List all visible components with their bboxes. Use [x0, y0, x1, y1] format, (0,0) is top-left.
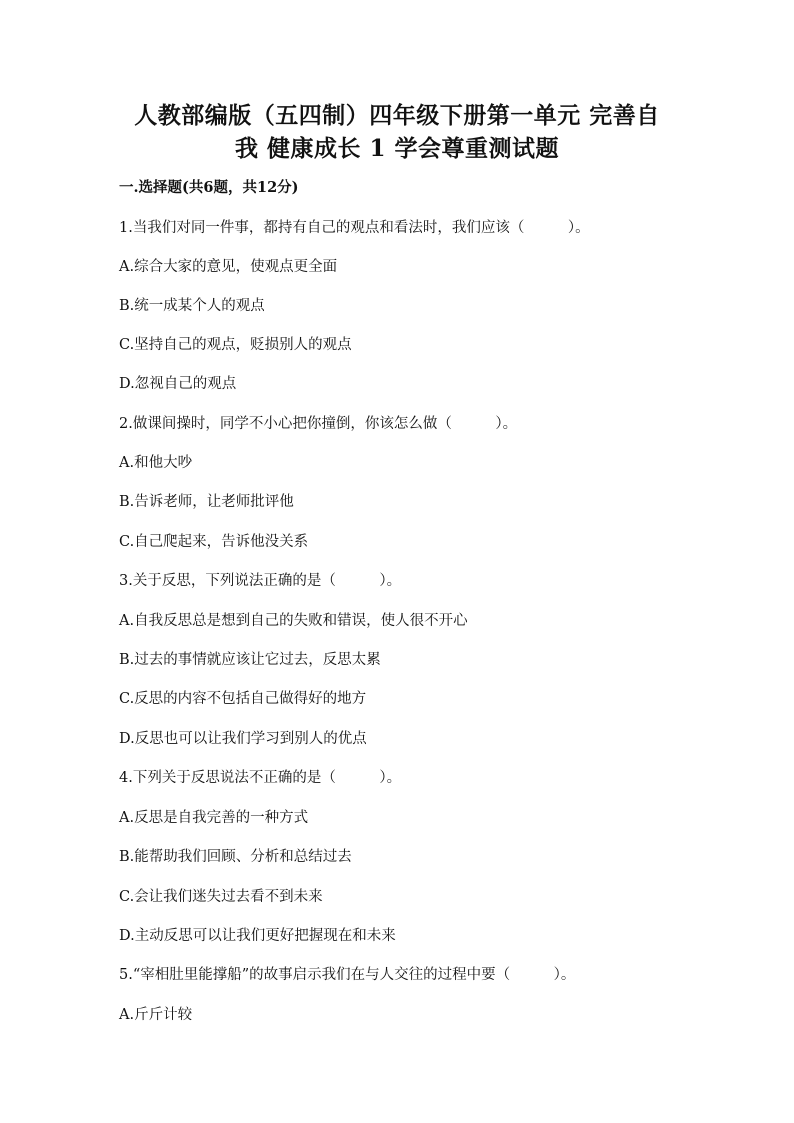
document-title-line-2: 我 健康成长 1 学会尊重测试题 — [234, 135, 560, 162]
question-4-option-a: A.反思是自我完善的一种方式 — [119, 810, 309, 826]
question-3-option-c: C.反思的内容不包括自己做得好的地方 — [119, 691, 367, 707]
question-2-option-b: B.告诉老师，让老师批评他 — [119, 494, 294, 510]
question-5-option-a: A.斤斤计较 — [119, 1007, 193, 1023]
question-1-option-c: C.坚持自己的观点，贬损别人的观点 — [119, 337, 352, 353]
document-title-line-1: 人教部编版（五四制）四年级下册第一单元 完善自 — [134, 102, 660, 129]
question-1-stem: 1.当我们对同一件事，都持有自己的观点和看法时，我们应该（ ）。 — [119, 220, 590, 236]
question-4-option-d: D.主动反思可以让我们更好把握现在和未来 — [119, 928, 396, 944]
question-2-option-c: C.自己爬起来，告诉他没关系 — [119, 534, 309, 550]
question-3-option-a: A.自我反思总是想到自己的失败和错误，使人很不开心 — [119, 613, 468, 629]
question-3-stem: 3.关于反思，下列说法正确的是（ ）。 — [119, 573, 402, 589]
question-2-option-a: A.和他大吵 — [119, 455, 193, 471]
question-4-option-c: C.会让我们迷失过去看不到未来 — [119, 889, 323, 905]
question-1-option-a: A.综合大家的意见，使观点更全面 — [119, 259, 338, 275]
question-1-option-b: B.统一成某个人的观点 — [119, 298, 265, 314]
section-heading: 一.选择题(共6题，共12分) — [119, 179, 299, 196]
question-1-option-d: D.忽视自己的观点 — [119, 376, 237, 392]
question-4-stem: 4.下列关于反思说法不正确的是（ ）。 — [119, 770, 402, 786]
question-2-stem: 2.做课间操时，同学不小心把你撞倒，你该怎么做（ ）。 — [119, 416, 518, 432]
question-4-option-b: B.能帮助我们回顾、分析和总结过去 — [119, 849, 352, 865]
question-3-option-b: B.过去的事情就应该让它过去，反思太累 — [119, 652, 381, 668]
question-5-stem: 5.“宰相肚里能撑船”的故事启示我们在与人交往的过程中要（ ）。 — [119, 967, 576, 983]
question-3-option-d: D.反思也可以让我们学习到别人的优点 — [119, 731, 367, 747]
